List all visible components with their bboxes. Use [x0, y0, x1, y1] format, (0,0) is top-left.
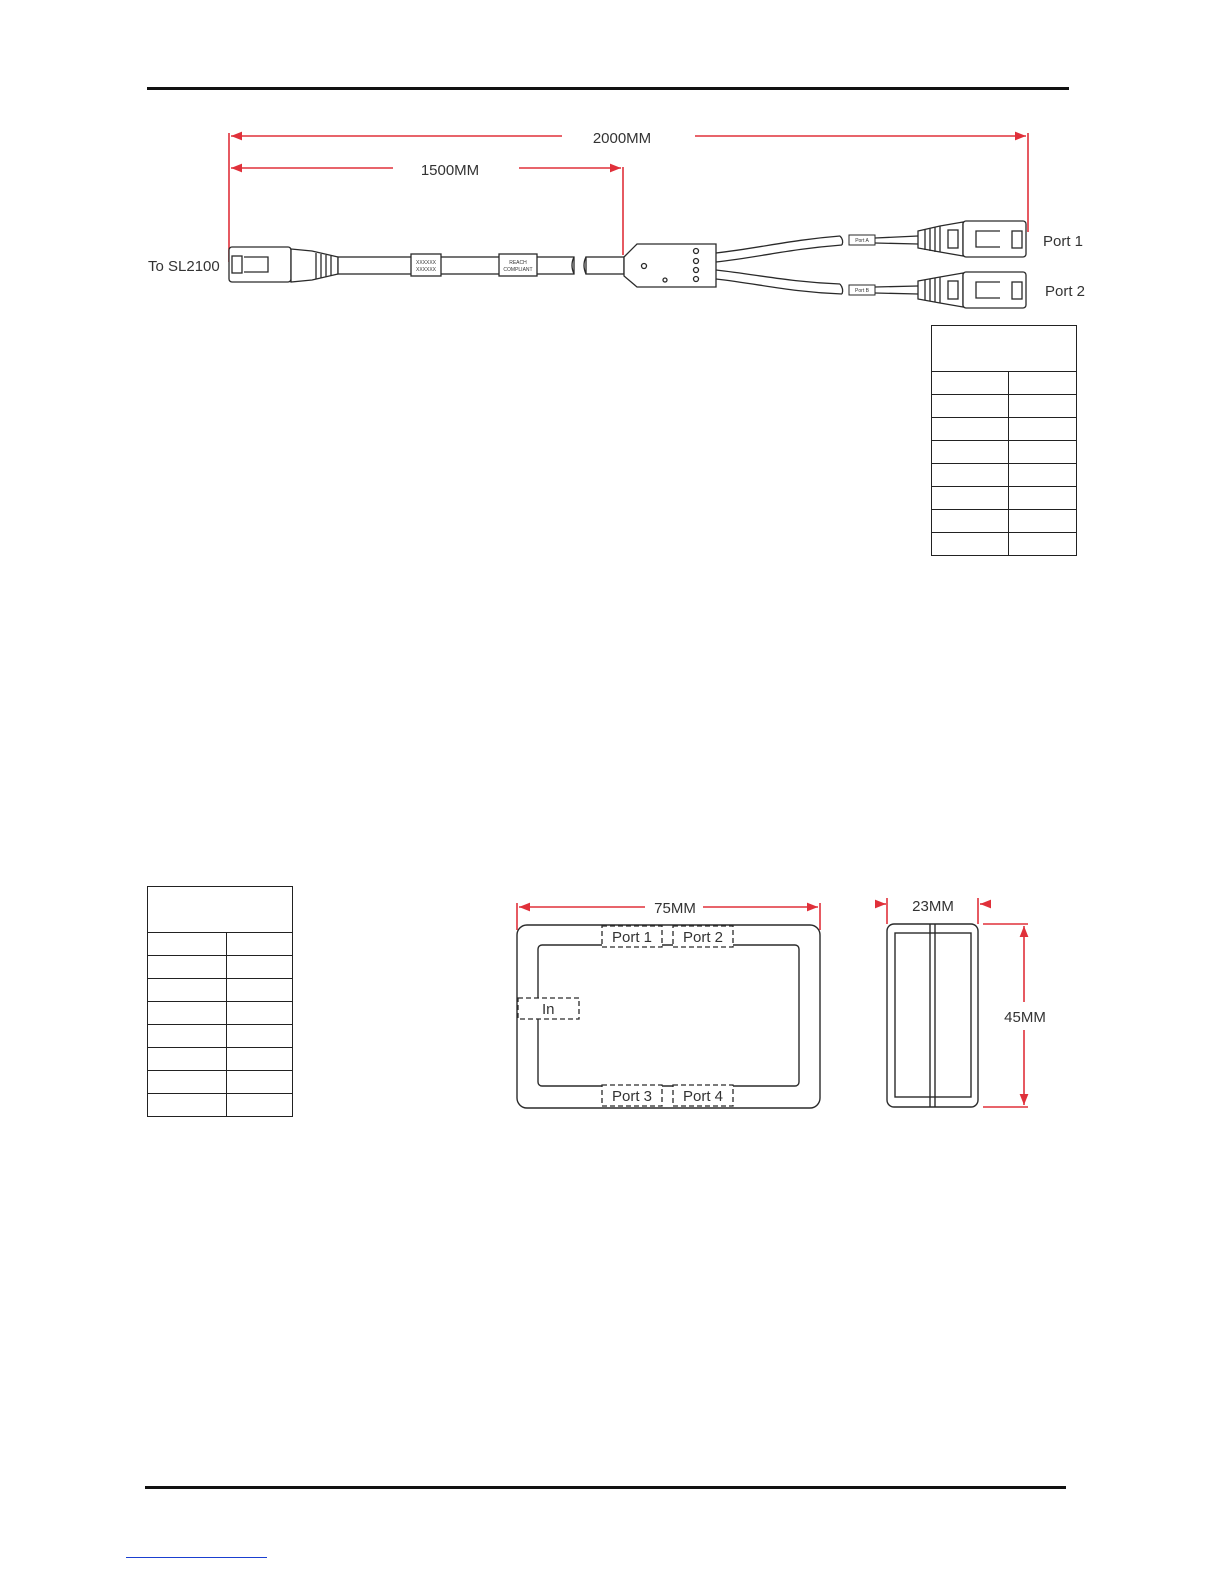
table-row: [148, 1094, 293, 1117]
reach-label: REACH: [509, 260, 527, 266]
branch-cables: [716, 236, 843, 294]
svg-text:XXXXXX: XXXXXX: [415, 267, 437, 273]
sleeve-label: XXXXXX: [415, 260, 437, 266]
table-row: [148, 1025, 293, 1048]
hub-in-label: In: [542, 1001, 555, 1018]
footer-link-underline[interactable]: [126, 1557, 267, 1558]
table-row: [932, 441, 1077, 464]
table-row: [932, 533, 1077, 556]
hub-depth-height-dimensions: [881, 898, 1028, 1107]
main-length-label: 1500MM: [420, 162, 480, 179]
port2-label: Port 2: [1045, 283, 1086, 300]
port-b-tag: Port B: [855, 288, 869, 294]
footer-rule: [145, 1486, 1066, 1489]
hub-depth-label: 23MM: [912, 898, 954, 915]
rj45-plug-port1: [918, 221, 1026, 257]
table-row: [148, 1002, 293, 1025]
pin-table-port: [931, 325, 1077, 556]
table-row: [148, 1048, 293, 1071]
table-row: [932, 418, 1077, 441]
port-a-tag: Port A: [855, 238, 869, 244]
hub-width-label: 75MM: [654, 900, 696, 917]
cable-dimensions: [229, 133, 1028, 262]
pin-table-header: [148, 887, 293, 933]
svg-text:COMPLIANT: COMPLIANT: [503, 267, 533, 273]
table-row: [932, 510, 1077, 533]
table-row: [148, 933, 293, 956]
main-cable: [338, 254, 624, 276]
hub-port3-label: Port 3: [611, 1088, 653, 1105]
hub-side-view: [887, 924, 978, 1107]
pin-table-header: [932, 326, 1077, 372]
rj45-plug-left: [229, 247, 338, 282]
overall-length-label: 2000MM: [592, 130, 652, 147]
hub-port2-label: Port 2: [682, 929, 724, 946]
table-row: [148, 956, 293, 979]
branch-tags: [849, 235, 918, 295]
hub-port1-label: Port 1: [611, 929, 653, 946]
source-label: To SL2100: [148, 258, 220, 275]
hub-height-label: 45MM: [1004, 1009, 1046, 1026]
table-row: [932, 395, 1077, 418]
rj45-plug-port2: [918, 272, 1026, 308]
pin-table-hub: [147, 886, 293, 1117]
table-row: [932, 487, 1077, 510]
table-row: [148, 1071, 293, 1094]
splitter-body: [624, 244, 716, 287]
port1-label: Port 1: [1043, 233, 1084, 250]
table-row: [932, 372, 1077, 395]
table-row: [148, 979, 293, 1002]
table-row: [932, 464, 1077, 487]
hub-port4-label: Port 4: [682, 1088, 724, 1105]
